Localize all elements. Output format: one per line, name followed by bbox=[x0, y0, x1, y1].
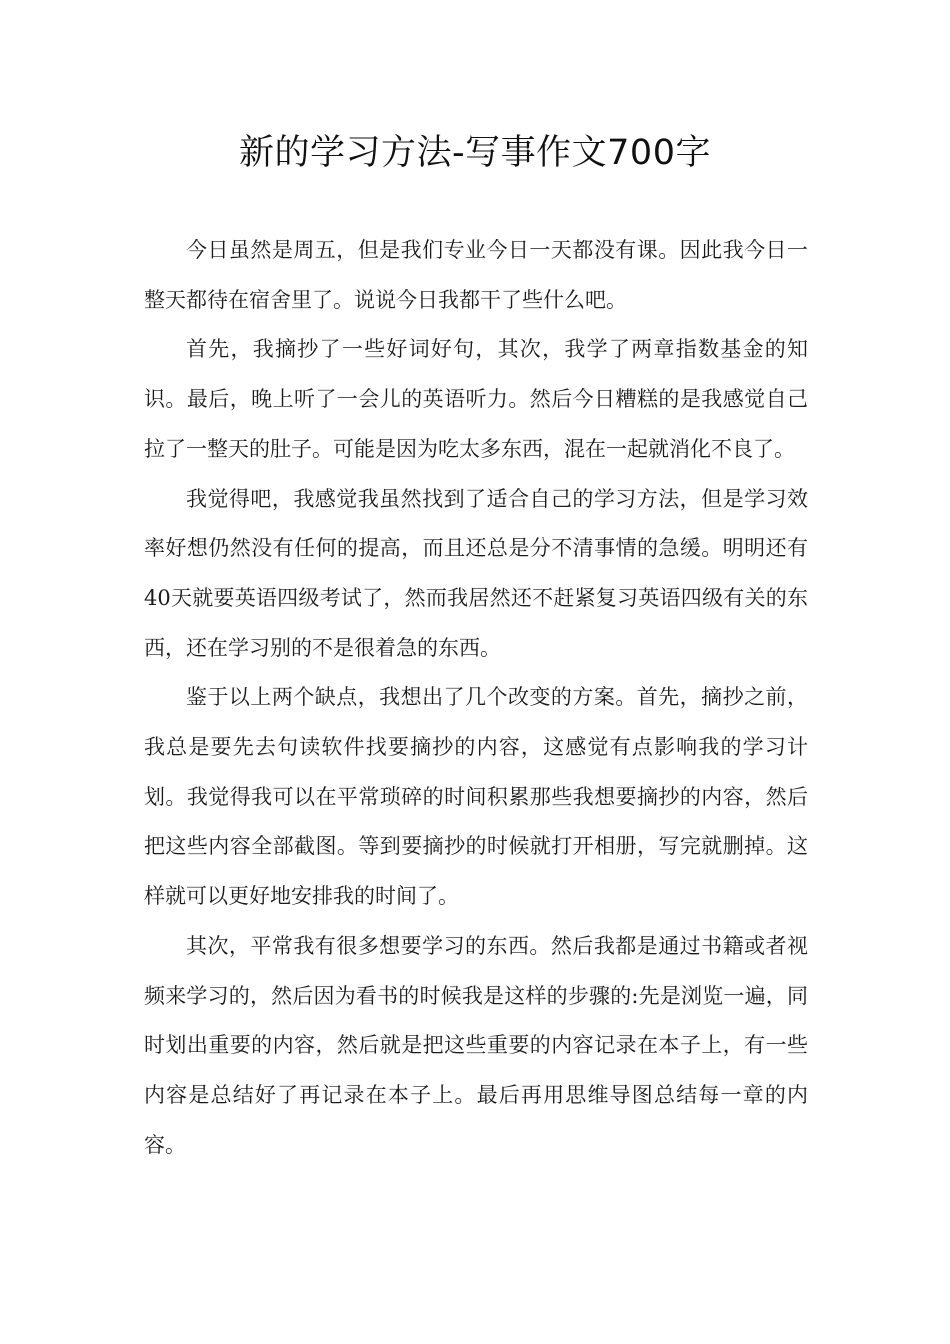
paragraph: 我觉得吧，我感觉我虽然找到了适合自己的学习方法，但是学习效率好想仍然没有任何的提高，而且还总是分不清事情的急缓。明明还有40天就要英语四级考试了，然而我居然还不赶紧复习英语四级有关的东西，还在学习别的不是很着急的东西。 bbox=[144, 486, 808, 660]
document-body bbox=[144, 226, 808, 1170]
paragraph: 鉴于以上两个缺点，我想出了几个改变的方案。首先，摘抄之前，我总是要先去句读软件找要摘抄的内容，这感觉有点影响我的学习计划。我觉得我可以在平常琐碎的时间积累那些我想要摘抄的内容，然后把这些内容全部截图。等到要摘抄的时候就打开相册，写完就删掉。这样就可以更好地安排我的时间了。 bbox=[144, 685, 808, 909]
paragraph: 今日虽然是周五，但是我们专业今日一天都没有课。因此我今日一整天都待在宿舍里了。说说今日我都干了些什么吧。 bbox=[144, 238, 808, 312]
paragraph: 首先，我摘抄了一些好词好句，其次，我学了两章指数基金的知识。最后，晚上听了一会儿的英语听力。然后今日糟糕的是我感觉自己拉了一整天的肚子。可能是因为吃太多东西，混在一起就消化不良了。 bbox=[144, 337, 808, 461]
document-title: 新的学习方法-写事作文700字 bbox=[239, 133, 711, 173]
paragraph: 其次，平常我有很多想要学习的东西。然后我都是通过书籍或者视频来学习的，然后因为看书的时候我是这样的步骤的:先是浏览一遍，同时划出重要的内容，然后就是把这些重要的内容记录在本子上，有一些内容是总结好了再记录在本子上。最后再用思维导图总结每一章的内容。 bbox=[144, 933, 808, 1157]
